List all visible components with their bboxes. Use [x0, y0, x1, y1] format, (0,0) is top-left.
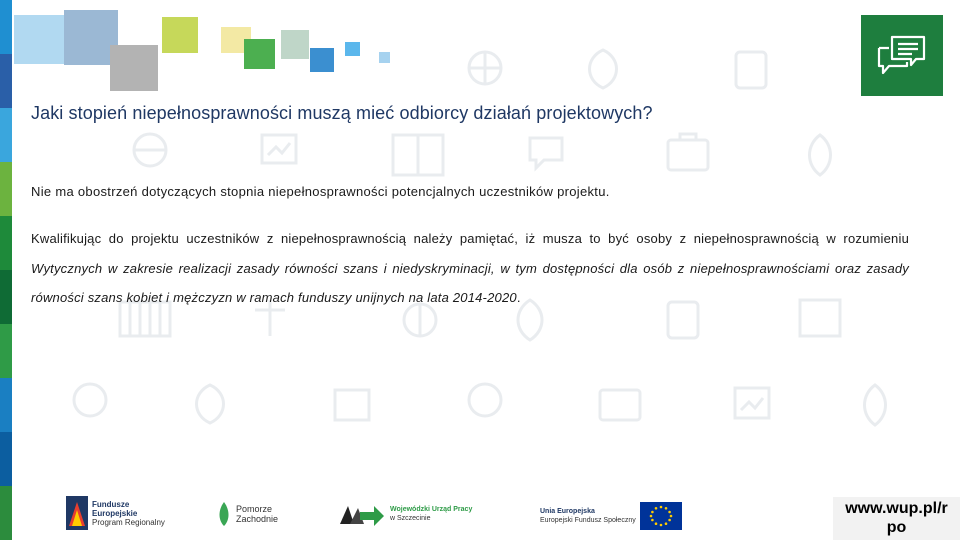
- wup-line1: Wojewódzki Urząd Pracy: [390, 506, 473, 513]
- chat-bubbles-icon: [876, 34, 928, 78]
- fe-line1: Fundusze: [92, 499, 130, 509]
- fe-line3: Program Regionalny: [92, 517, 165, 527]
- url-line1: www.wup.pl/r: [845, 500, 948, 517]
- ue-line1: Unia Europejska: [540, 508, 595, 515]
- paragraph-2-guidelines: Wytycznych w zakresie realizacji zasady równości szans i niedyskryminacji, w tym dostępności dla osób z niepełnosprawnościami oraz zasady równości szans kobiet i mężczyzn w ramach funduszy unijnych na lata 2014-2020: [31, 260, 909, 305]
- pz-line2: Zachodnie: [236, 514, 279, 524]
- paragraph-2: [31, 224, 909, 313]
- wup-line2: w Szczecinie: [390, 515, 431, 522]
- ue-logo: [540, 502, 682, 530]
- paragraph-2-text: Kwalifikując do projektu uczestników z niepełnosprawnością należy pamiętać, iż musza to być osoby z niepełnosprawnością w rozumieniu: [31, 231, 909, 246]
- fe-line2: Europejskie: [92, 508, 138, 518]
- footer-logos: [0, 490, 960, 540]
- paragraph-2-end: .: [516, 290, 521, 305]
- slide-title: Jaki stopień niepełnosprawności muszą mieć odbiorcy działań projektowych?: [31, 103, 653, 123]
- ue-line2: Europejski Fundusz Społeczny: [540, 517, 636, 524]
- fe-logo-icon: [66, 496, 88, 530]
- pomorze-logo-icon: [216, 500, 232, 528]
- website-url[interactable]: [833, 497, 960, 540]
- pz-line1: Pomorze: [236, 504, 273, 514]
- chat-icon-box: [861, 15, 943, 96]
- eu-flag-icon: [640, 502, 682, 530]
- paragraph-1: Nie ma obostrzeń dotyczących stopnia niepełnosprawności potencjalnych uczestników projektu.: [31, 184, 610, 199]
- url-line2: po: [886, 519, 907, 536]
- wup-logo: [338, 502, 472, 526]
- fe-logo: [66, 496, 165, 530]
- wup-logo-icon: [338, 502, 384, 526]
- left-color-strip: [0, 0, 12, 540]
- pomorze-logo: [216, 500, 278, 528]
